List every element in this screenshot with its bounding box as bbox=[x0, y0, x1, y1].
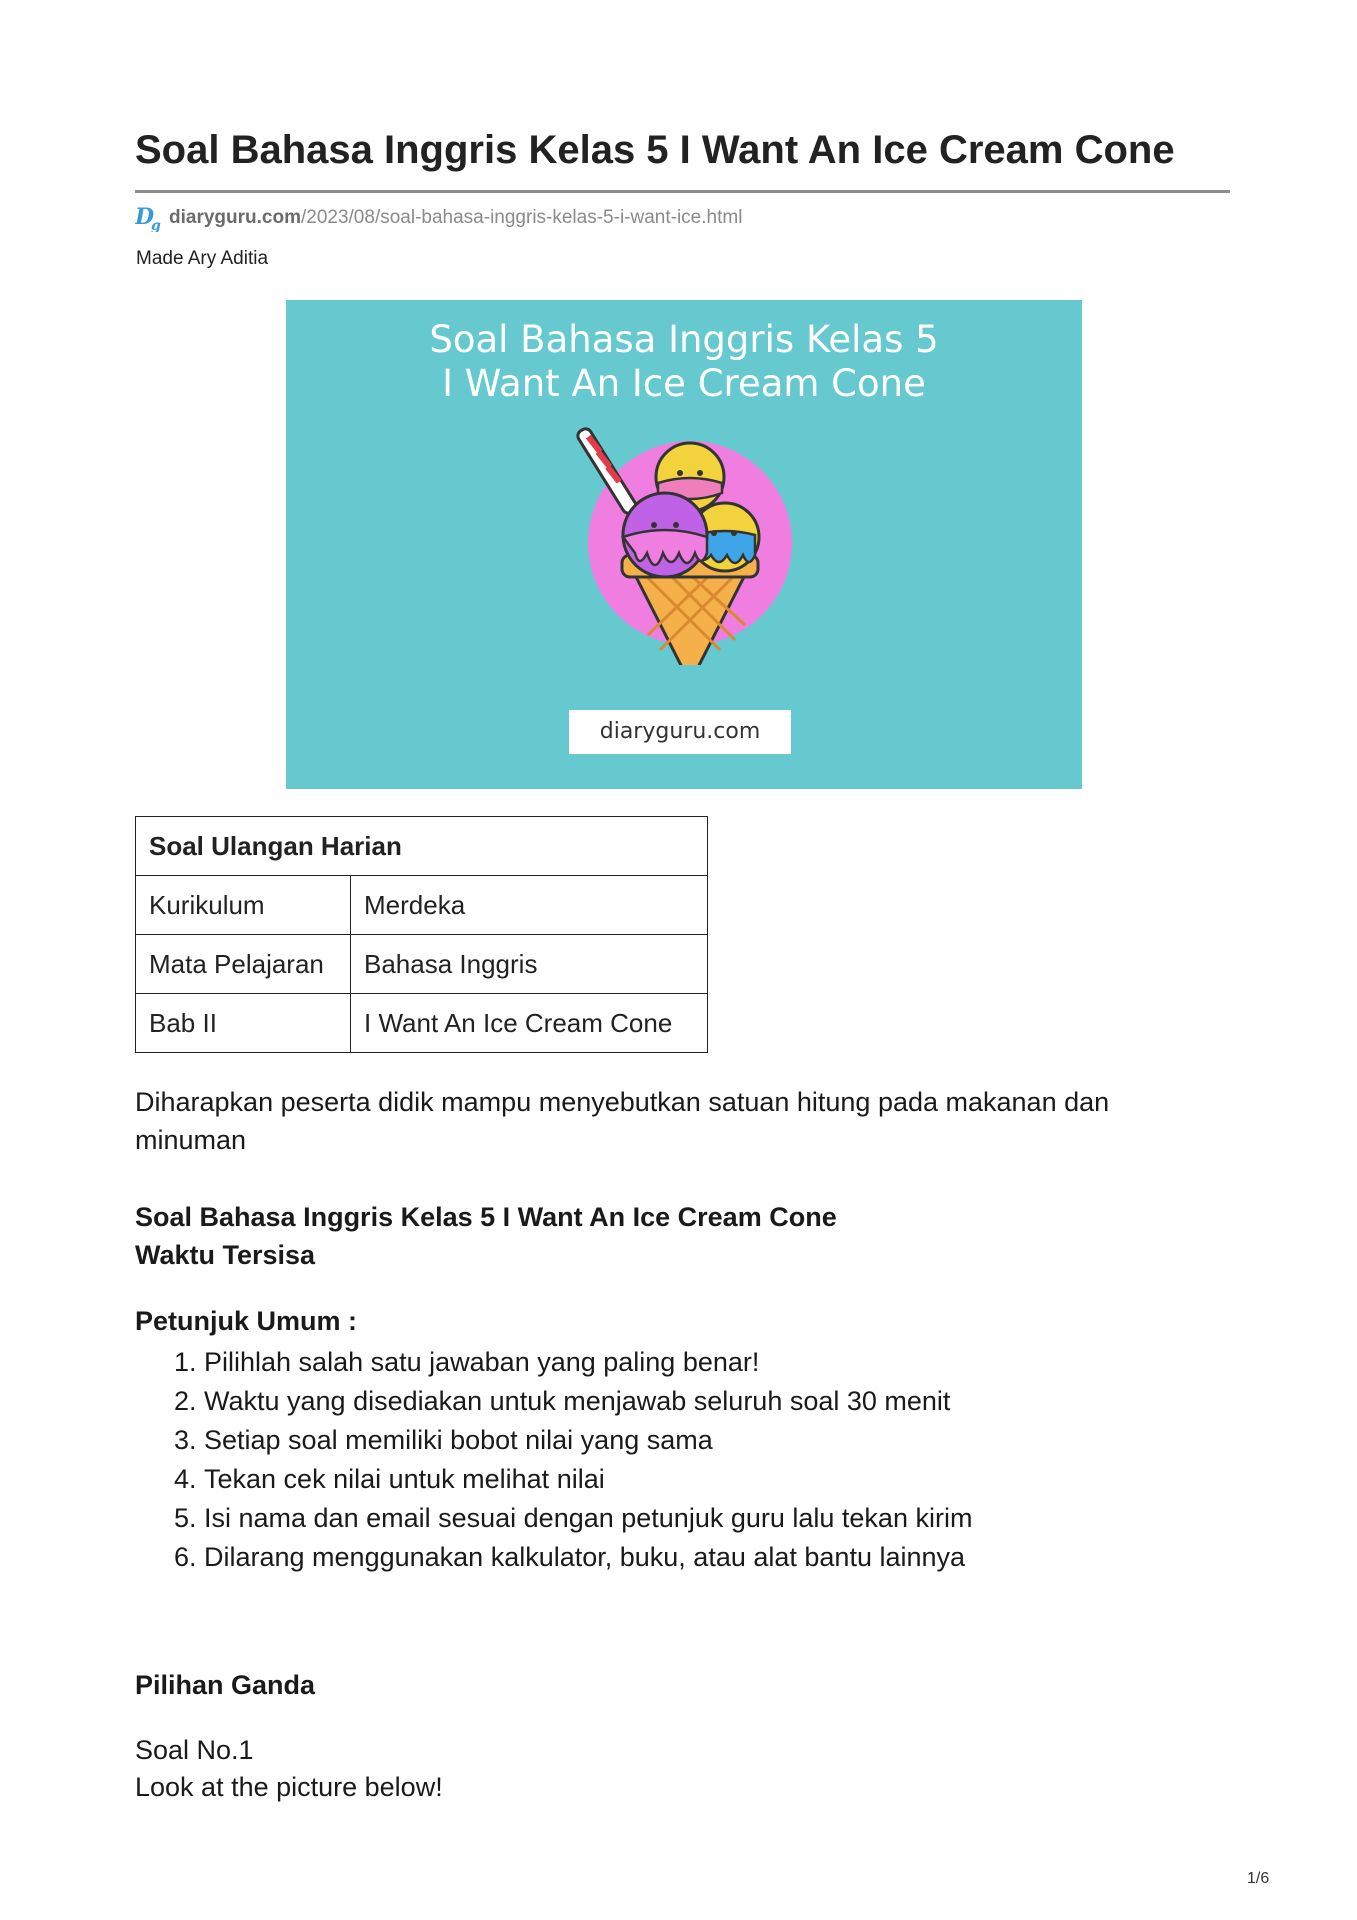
table-row bbox=[136, 876, 708, 935]
list-item: 1. Pilihlah salah satu jawaban yang paling benar! bbox=[204, 1343, 972, 1382]
timer-label: Waktu Tersisa bbox=[135, 1240, 316, 1270]
instructions-heading: Petunjuk Umum : bbox=[135, 1306, 358, 1336]
page-indicator: 1/6 bbox=[1247, 1870, 1270, 1887]
table-row bbox=[136, 994, 708, 1053]
ice-cream-cone-icon bbox=[570, 425, 810, 665]
hero-brand-label: diaryguru.com bbox=[569, 710, 791, 754]
list-item: 6. Dilarang menggunakan kalkulator, buku, atau alat bantu lainnya bbox=[204, 1538, 972, 1577]
list-item: 5. Isi nama dan email sesuai dengan petunjuk guru lalu tekan kirim bbox=[204, 1499, 972, 1538]
source-url[interactable] bbox=[135, 204, 742, 232]
svg-text:D: D bbox=[135, 204, 155, 230]
intro-paragraph: Diharapkan peserta didik mampu menyebutkan satuan hitung pada makanan dan minuman bbox=[135, 1087, 1110, 1155]
table-cell-label: Kurikulum bbox=[136, 876, 351, 935]
table-cell-value: Bahasa Inggris bbox=[351, 935, 708, 994]
url-host[interactable]: diaryguru.com bbox=[169, 207, 301, 228]
table-cell-value: Merdeka bbox=[351, 876, 708, 935]
hero-title-line-2: I Want An Ice Cream Cone bbox=[442, 362, 926, 405]
question-text: Look at the picture below! bbox=[135, 1772, 443, 1802]
table-cell-label: Mata Pelajaran bbox=[136, 935, 351, 994]
list-item: 4. Tekan cek nilai untuk melihat nilai bbox=[204, 1460, 972, 1499]
url-path[interactable]: /2023/08/soal-bahasa-inggris-kelas-5-i-want-ice.html bbox=[300, 207, 743, 228]
hero-image bbox=[286, 300, 1082, 789]
table-cell-label: Bab II bbox=[136, 994, 351, 1053]
info-table bbox=[135, 816, 708, 1053]
section-heading: Pilihan Ganda bbox=[135, 1670, 316, 1700]
list-item: 2. Waktu yang disediakan untuk menjawab seluruh soal 30 menit bbox=[204, 1382, 972, 1421]
hero-title-line-1: Soal Bahasa Inggris Kelas 5 bbox=[429, 318, 939, 361]
table-row bbox=[136, 935, 708, 994]
quiz-subtitle: Soal Bahasa Inggris Kelas 5 I Want An Ice Cream Cone bbox=[135, 1202, 837, 1232]
table-header: Soal Ulangan Harian bbox=[136, 817, 708, 876]
table-header-row bbox=[136, 817, 708, 876]
svg-text:g: g bbox=[151, 218, 161, 232]
title-divider bbox=[135, 190, 1230, 193]
list-item: 3. Setiap soal memiliki bobot nilai yang sama bbox=[204, 1421, 972, 1460]
table-cell-value: I Want An Ice Cream Cone bbox=[351, 994, 708, 1053]
instructions-list bbox=[135, 1343, 972, 1577]
diaryguru-logo-icon bbox=[135, 204, 165, 232]
author-name: Made Ary Aditia bbox=[136, 248, 269, 269]
page-title: Soal Bahasa Inggris Kelas 5 I Want An Ice Cream Cone bbox=[135, 128, 1175, 172]
question-label: Soal No.1 bbox=[135, 1735, 254, 1765]
